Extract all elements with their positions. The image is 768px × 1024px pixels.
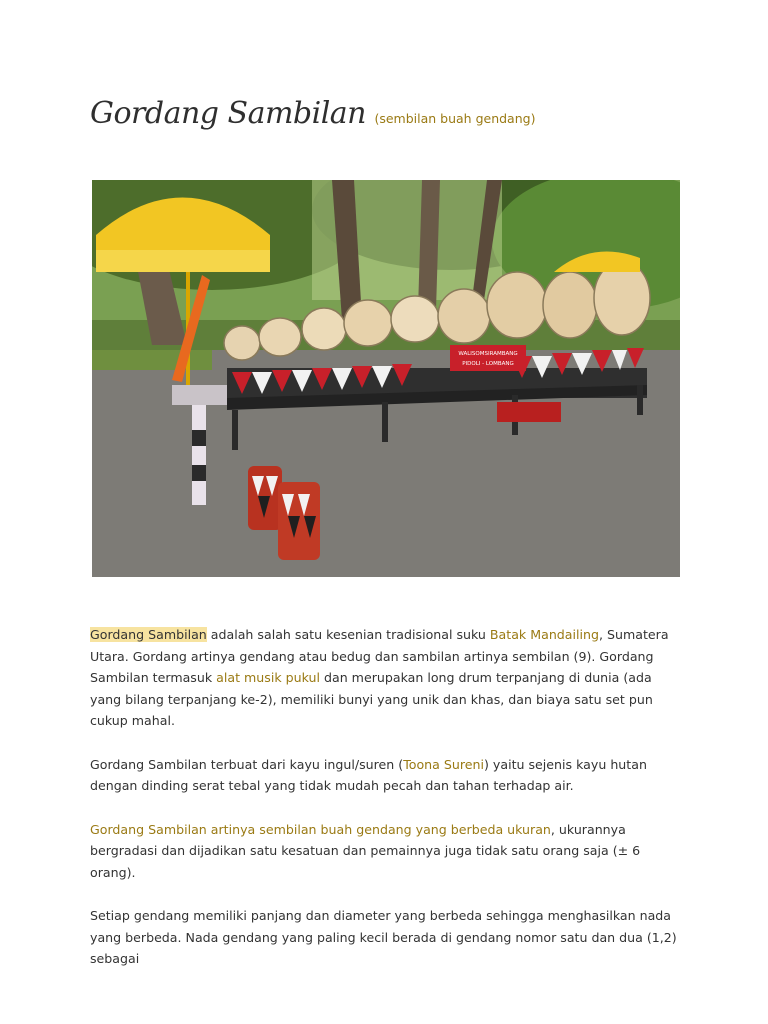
- page-subtitle: (sembilan buah gendang): [374, 111, 536, 126]
- drum-sign-line1: WALISOMSIRAMBANG: [458, 351, 518, 357]
- paragraph-1-text-a: adalah salah satu kesenian tradisional suku: [206, 627, 490, 642]
- title-row: [90, 96, 690, 131]
- paragraph-4: [90, 905, 686, 970]
- page-title: Gordang Sambilan: [90, 96, 367, 131]
- paragraph-1-text-c: dan merupakan long drum terpanjang di dunia (ada yang bilang terpanjang ke-2), memiliki bunyi yang unik dan khas, dan biaya satu set pun cukup mahal.: [90, 670, 653, 728]
- highlight-gordang-sambilan: Gordang Sambilan: [90, 627, 207, 642]
- paragraph-2-text-b: ) yaitu sejenis kayu hutan dengan dinding serat tebal yang tidak mudah pecah dan tahan terhadap air.: [90, 756, 647, 793]
- gordang-sambilan-photo: [92, 180, 680, 577]
- paragraph-3: [90, 819, 686, 884]
- drum-sign: [450, 345, 526, 371]
- photo-illustration: [92, 180, 680, 577]
- link-alat-musik-pukul: alat musik pukul: [216, 670, 320, 685]
- term-toona-sureni: Toona Sureni: [403, 756, 484, 772]
- paragraph-2-text-a: Gordang Sambilan terbuat dari kayu ingul/suren (: [90, 756, 404, 772]
- link-batak-mandailing: Batak Mandailing: [489, 627, 599, 642]
- paragraph-1-text-b: , Sumatera Utara. Gordang artinya gendang atau bedug dan sambilan artinya sembilan (9). Gordang Sambilan termasuk: [90, 627, 669, 685]
- emphasis-sembilan-gendang: Gordang Sambilan artinya sembilan buah gendang yang berbeda ukuran: [90, 821, 551, 837]
- article-body: [90, 624, 686, 992]
- paragraph-3-text: , ukurannya bergradasi dan dijadikan satu kesatuan dan pemainnya juga tidak satu orang saja (± 6 orang).: [90, 821, 641, 880]
- paragraph-2: [90, 754, 686, 797]
- paragraph-4-text: Setiap gendang memiliki panjang dan diameter yang berbeda sehingga menghasilkan nada yang berbeda. Nada gendang yang paling kecil berada di gendang nomor satu dan dua (1,2) sebagai: [90, 908, 677, 966]
- drum-sign-line2: PIDOLI - LOMBANG: [462, 361, 514, 367]
- paragraph-1: [90, 624, 686, 732]
